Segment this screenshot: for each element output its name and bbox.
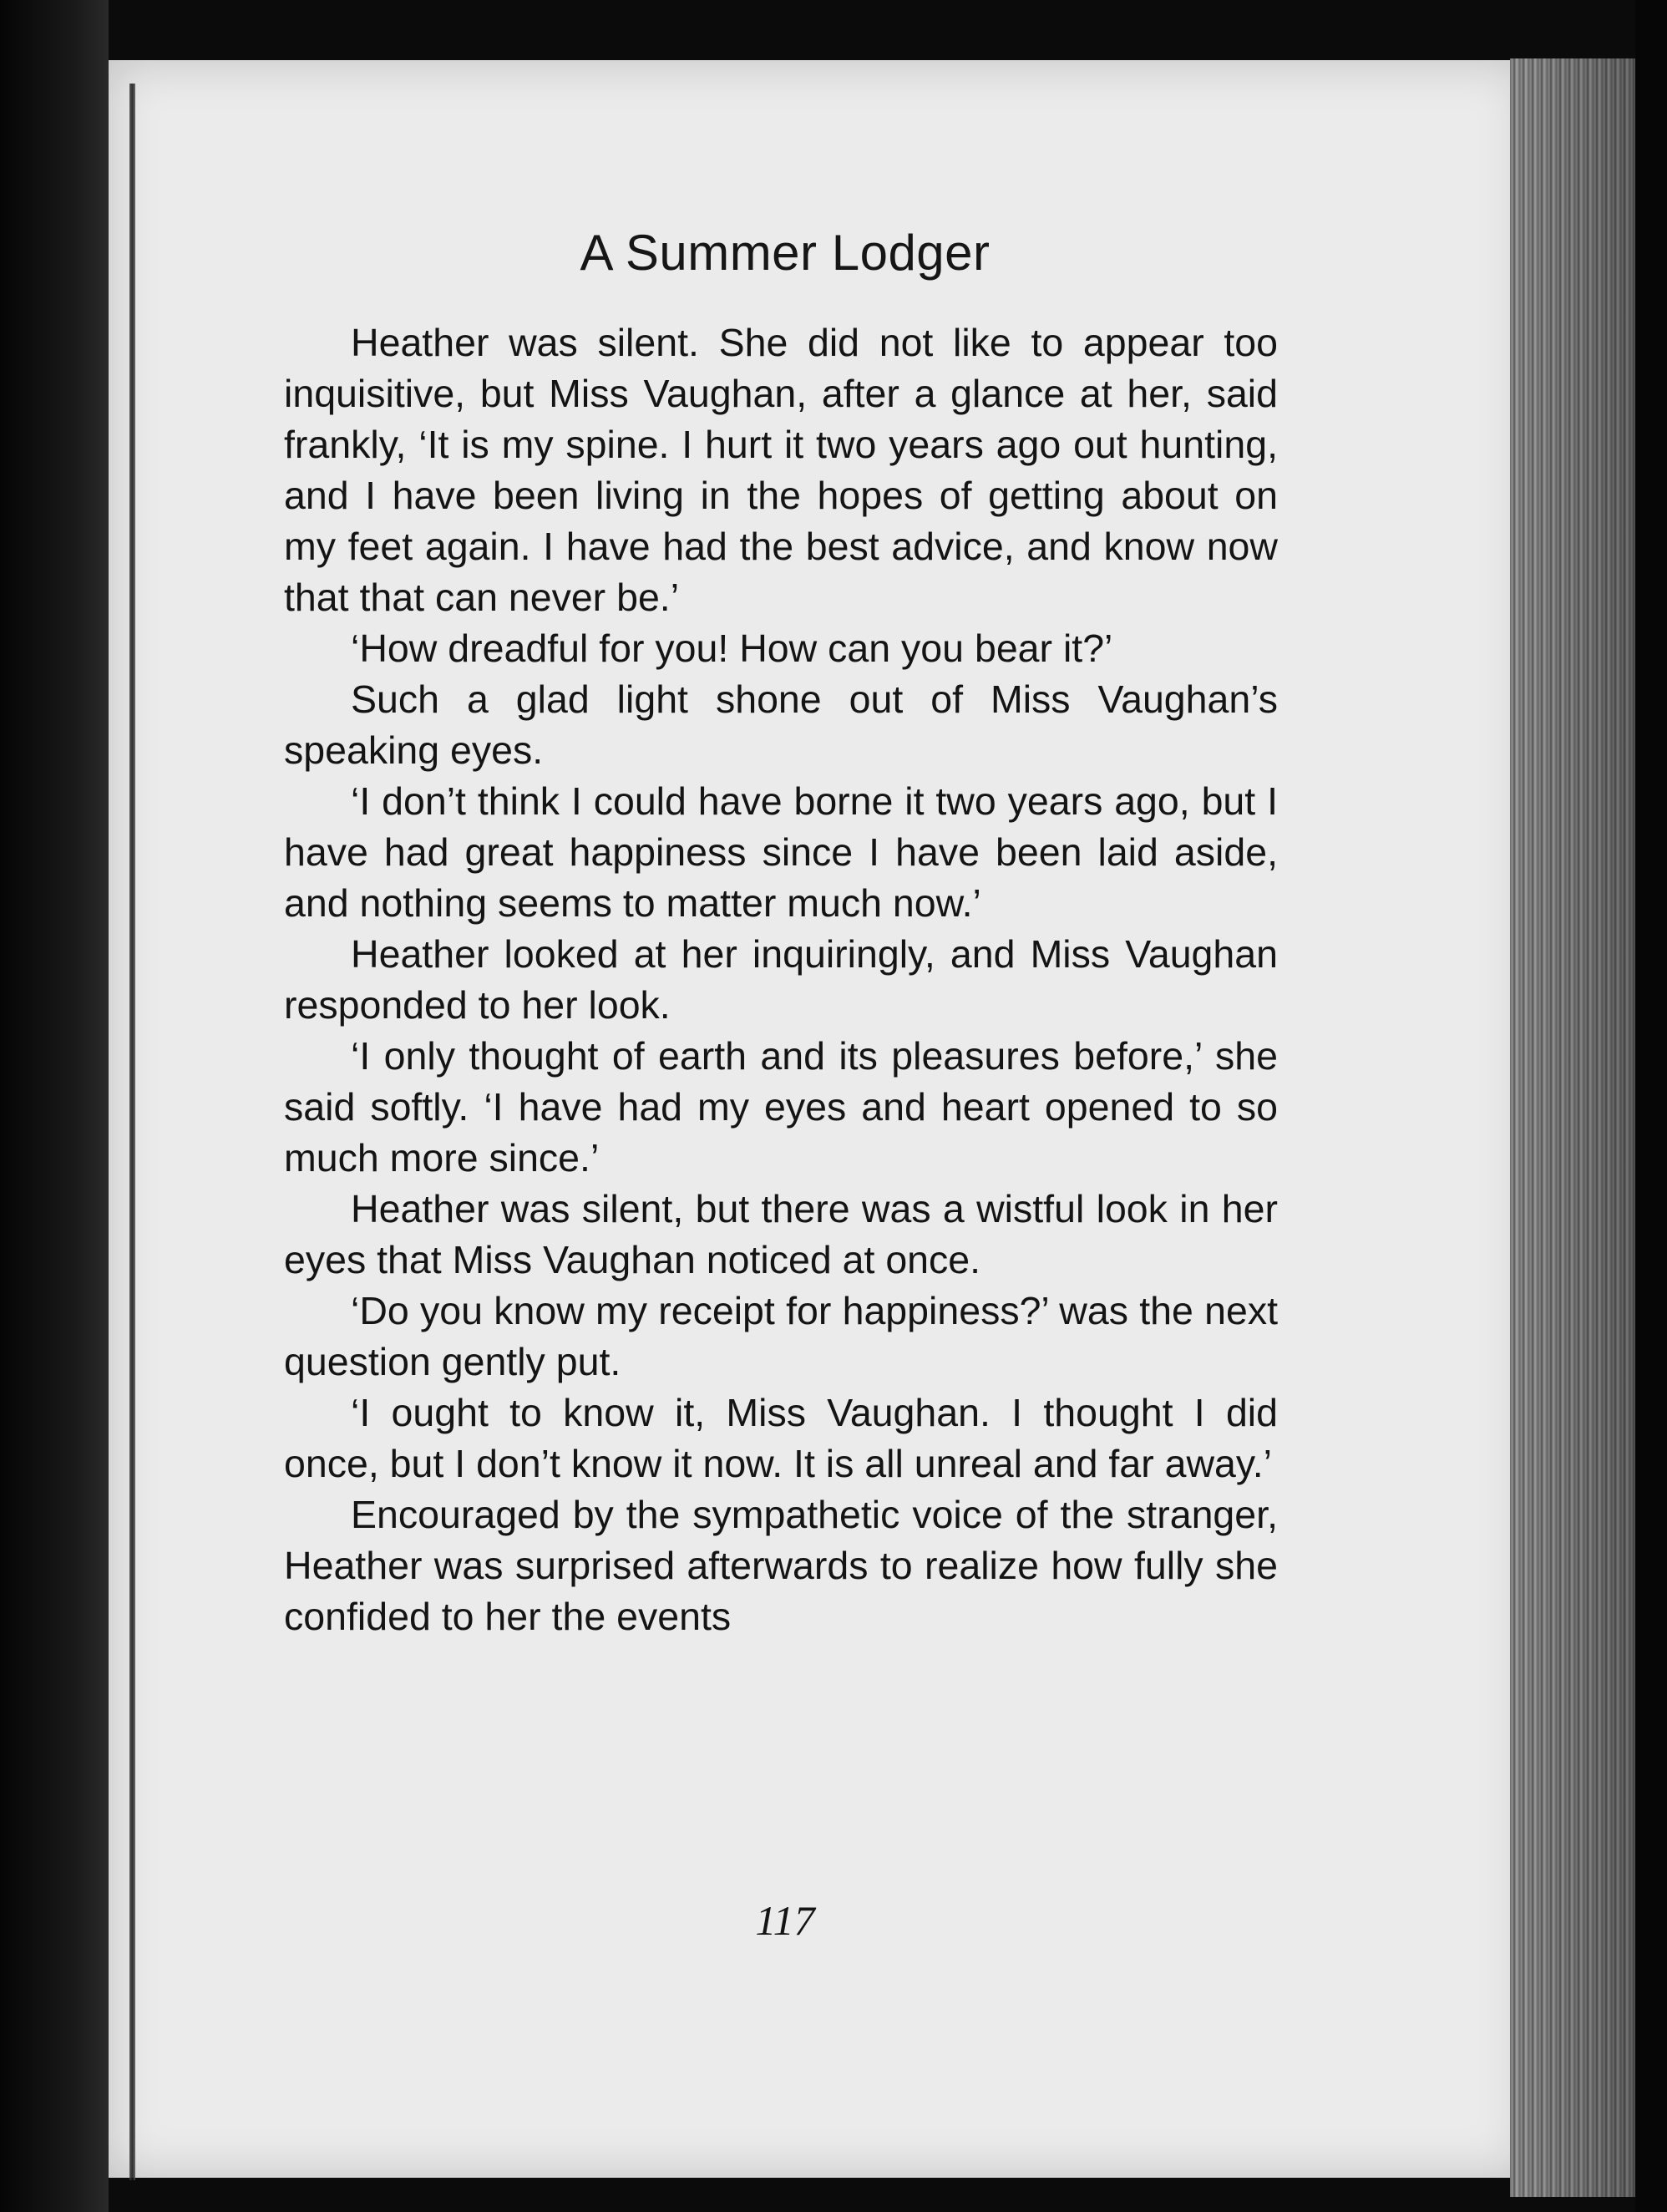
right-background [1635,0,1667,2212]
page-body [284,317,1278,1642]
paragraph: ‘Do you know my receipt for happiness?’ was the next question gently put. [284,1289,1278,1383]
page-gutter-line [129,84,135,2180]
running-head: A Summer Lodger [580,225,991,281]
paragraph: Heather was silent, but there was a wistful look in her eyes that Miss Vaughan noticed at once. [284,1187,1278,1281]
paragraph: Heather looked at her inquiringly, and Miss Vaughan responded to her look. [284,932,1278,1027]
paragraph: ‘I don’t think I could have borne it two years ago, but I have had great happiness since I have been laid aside, and nothing seems to matter much now.’ [284,779,1278,925]
paragraph: Heather was silent. She did not like to appear too inquisitive, but Miss Vaughan, after a glance at her, said frankly, ‘It is my spine. I hurt it two years ago out hunting, and I have been living in the hopes of getting about on my feet again. I have had the best advice, and know now that that can never be.’ [284,321,1278,619]
book-page-edges [1510,58,1635,2197]
paragraph: Encouraged by the sympathetic voice of the stranger, Heather was surprised afterwards to realize how fully she confided to her the events [284,1493,1278,1638]
paragraph: ‘I ought to know it, Miss Vaughan. I thought I did once, but I don’t know it now. It is all unreal and far away.’ [284,1391,1278,1485]
page-number: 117 [755,1897,815,1944]
paragraph: ‘I only thought of earth and its pleasures before,’ she said softly. ‘I have had my eyes and heart opened to so much more since.’ [284,1034,1278,1180]
paragraph: Such a glad light shone out of Miss Vaughan’s speaking eyes. [284,677,1278,772]
left-page-edge [0,0,109,2212]
paragraph: ‘How dreadful for you! How can you bear it?’ [351,627,1113,670]
